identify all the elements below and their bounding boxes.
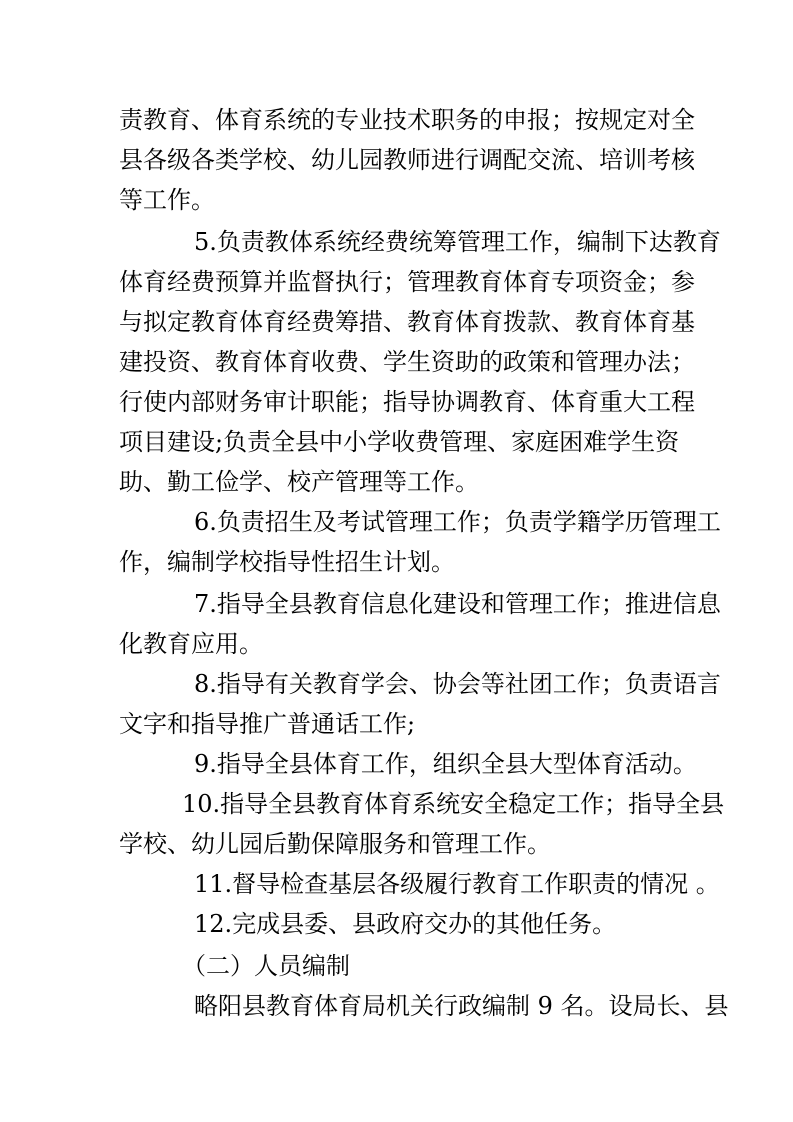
text-line: 县各级各类学校、幼儿园教师进行调配交流、培训考核 [119, 146, 695, 174]
paragraph-item-7: 7.指导全县教育信息化建设和管理工作；推进信息 [194, 590, 721, 618]
text-line: 建投资、教育体育收费、学生资助的政策和管理办法； [119, 348, 695, 376]
paragraph-item-12: 12.完成县委、县政府交办的其他任务。 [194, 910, 617, 938]
text-line: 作，编制学校指导性招生计划。 [119, 548, 455, 576]
text-line: 与拟定教育体育经费筹措、教育体育拨款、教育体育基 [119, 308, 695, 336]
text-line: 助、勤工俭学、校产管理等工作。 [119, 468, 479, 496]
text-line: 体育经费预算并监督执行；管理教育体育专项资金；参 [119, 268, 695, 296]
paragraph-item-6: 6.负责招生及考试管理工作；负责学籍学历管理工 [194, 508, 721, 536]
section-heading: （二）人员编制 [182, 952, 350, 980]
paragraph-staffing: 略阳县教育体育局机关行政编制 9 名。设局长、县 [194, 992, 729, 1020]
text-line: 文字和指导推广普通话工作; [119, 710, 416, 738]
paragraph-item-8: 8.指导有关教育学会、协会等社团工作；负责语言 [194, 670, 721, 698]
paragraph-item-5: 5.负责教体系统经费统筹管理工作，编制下达教育 [194, 228, 721, 256]
text-line: 学校、幼儿园后勤保障服务和管理工作。 [119, 830, 551, 858]
text-line: 责教育、体育系统的专业技术职务的申报；按规定对全 [119, 106, 695, 134]
paragraph-item-9: 9.指导全县体育工作，组织全县大型体育活动。 [194, 750, 697, 778]
text-line: 等工作。 [119, 186, 215, 214]
text-line: 项目建设;负责全县中小学收费管理、家庭困难学生资 [119, 428, 680, 456]
paragraph-item-10: 10.指导全县教育体育系统安全稳定工作；指导全县 [182, 790, 725, 818]
text-line: 行使内部财务审计职能；指导协调教育、体育重大工程 [119, 388, 695, 416]
paragraph-item-11: 11.督导检查基层各级履行教育工作职责的情况 。 [194, 870, 720, 898]
text-line: 化教育应用。 [119, 630, 263, 658]
